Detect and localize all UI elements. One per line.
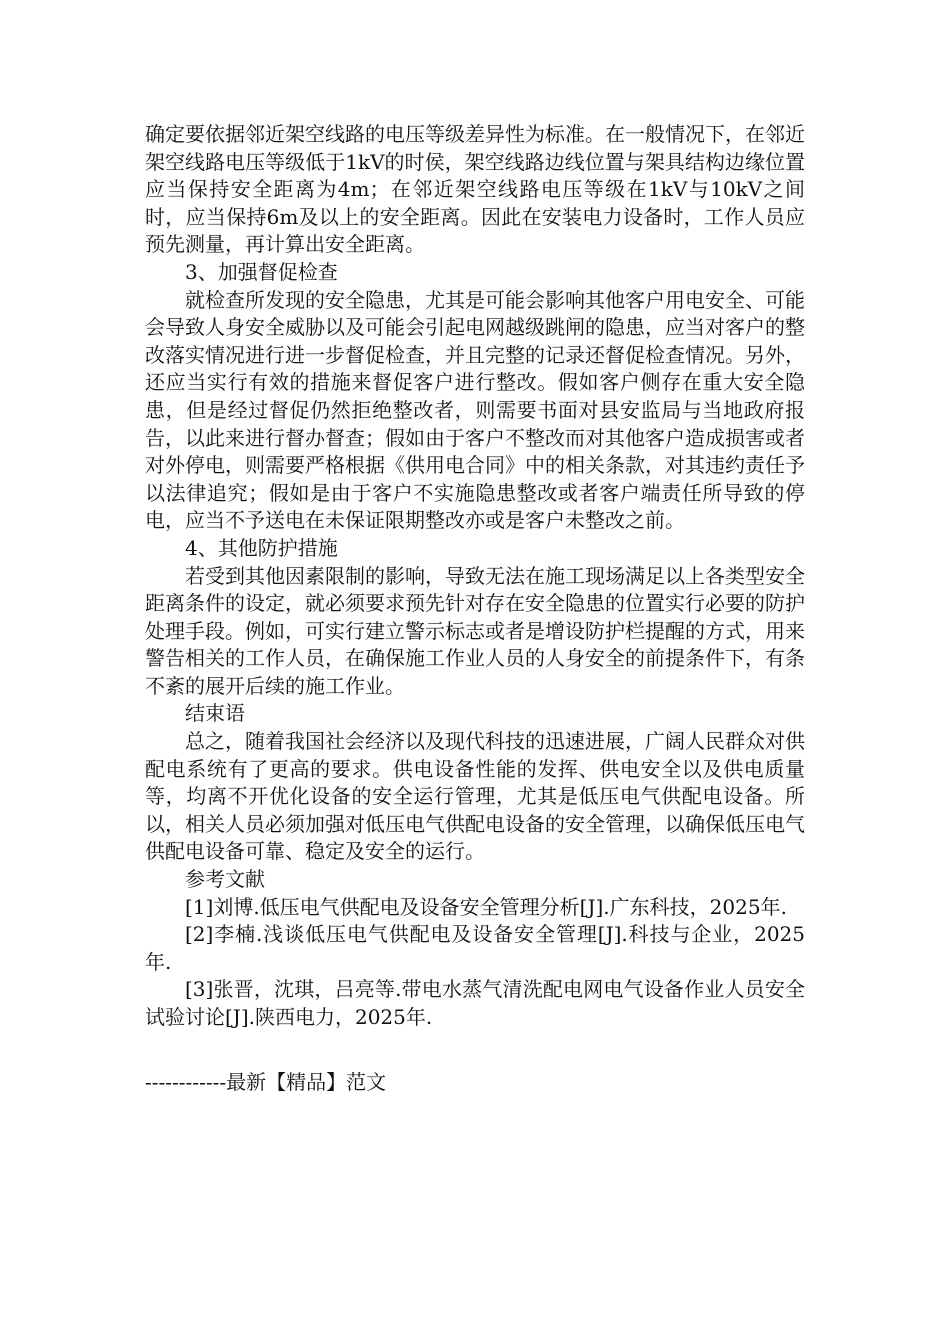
reference-item-1: [1]刘博.低压电气供配电及设备安全管理分析[J].广东科技，2025年. bbox=[185, 894, 787, 919]
heading-references: 参考文献 bbox=[185, 867, 265, 892]
paragraph-conclusion: 总之，随着我国社会经济以及现代科技的迅速进展，广阔人民群众对供配电系统有了更高的要求。供电设备性能的发挥、供电安全以及供电质量等，均离不开优化设备的安全运行管理，尤其是低压电气供配电设备。所以，相关人员必须加强对低压电气供配电设备的安全管理，以确保低压电气供配电设备可靠、稳定及安全的运行。 bbox=[145, 729, 805, 864]
paragraph-other-measures: 若受到其他因素限制的影响，导致无法在施工现场满足以上各类型安全距离条件的设定，就必须要求预先针对存在安全隐患的位置实行必要的防护处理手段。例如，可实行建立警示标志或者是增设防护栏提醒的方式，用来警告相关的工作人员，在确保施工作业人员的人身安全的前提条件下，有条不紊的展开后续的施工作业。 bbox=[145, 563, 805, 698]
page-footer: ------------最新【精品】范文 bbox=[145, 1070, 387, 1094]
document-body bbox=[145, 121, 805, 1032]
paragraph-supervision-check: 就检查所发现的安全隐患，尤其是可能会影响其他客户用电安全、可能会导致人身安全威胁以及可能会引起电网越级跳闸的隐患，应当对客户的整改落实情况进行进一步督促检查，并且完整的记录还督促检查情况。另外，还应当实行有效的措施来督促客户进行整改。假如客户侧存在重大安全隐患，但是经过督促仍然拒绝整改者，则需要书面对县安监局与当地政府报告，以此来进行督办督查；假如由于客户不整改而对其他客户造成损害或者对外停电，则需要严格根据《供用电合同》中的相关条款，对其违约责任予以法律追究；假如是由于客户不实施隐患整改或者客户端责任所导致的停电，应当不予送电在未保证限期整改亦或是客户未整改之前。 bbox=[145, 287, 805, 533]
heading-conclusion: 结束语 bbox=[185, 701, 245, 726]
reference-item-3: [3]张晋，沈琪，吕亮等.带电水蒸气清洗配电网电气设备作业人员安全试验讨论[J].陕西电力，2025年. bbox=[145, 977, 805, 1029]
paragraph-distance-standard: 确定要依据邻近架空线路的电压等级差异性为标准。在一般情况下，在邻近架空线路电压等级低于1kV的时侯，架空线路边线位置与架具结构边缘位置应当保持安全距离为4m；在邻近架空线路电压等级在1kV与10kV之间时，应当保持6m及以上的安全距离。因此在安装电力设备时，工作人员应预先测量，再计算出安全距离。 bbox=[145, 122, 805, 257]
heading-other-measures: 4、其他防护措施 bbox=[185, 535, 338, 560]
heading-supervision-check: 3、加强督促检查 bbox=[185, 259, 338, 284]
reference-item-2: [2]李楠.浅谈低压电气供配电及设备安全管理[J].科技与企业，2025年. bbox=[145, 922, 805, 974]
